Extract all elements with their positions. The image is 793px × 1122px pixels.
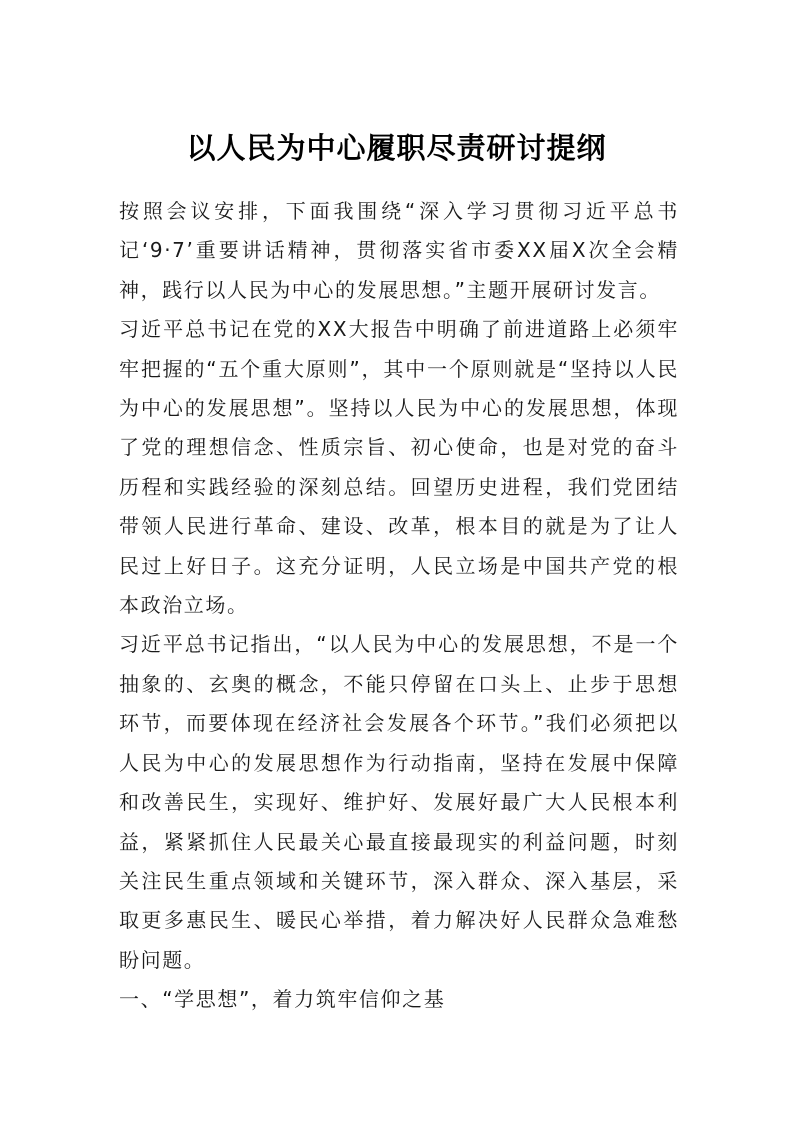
document-title: 以人民为中心履职尽责研讨提纲 xyxy=(186,131,607,165)
paragraph-intro: 按照会议安排，下面我围绕“深入学习贯彻习近平总书记‘9·7’重要讲话精神，贯彻落实省市委XX届X次全会精神，践行以人民为中心的发展思想。”主题开展研讨发言。 xyxy=(119,199,679,302)
paragraph-principles: 习近平总书记在党的XX大报告中明确了前进道路上必须牢牢把握的“五个重大原则”，其中一个原则就是“坚持以人民为中心的发展思想”。坚持以人民为中心的发展思想，体现了党的理想信念、性质宗旨、初心使命，也是对党的奋斗历程和实践经验的深刻总结。回望历史进程，我们党团结带领人民进行革命、建设、改革，根本目的就是为了让人民过上好日子。这充分证明，人民立场是中国共产党的根本政治立场。 xyxy=(119,317,679,618)
paragraph-guidance: 习近平总书记指出，“以人民为中心的发展思想，不是一个抽象的、玄奥的概念，不能只停留在口头上、止步于思想环节，而要体现在经济社会发展各个环节。”我们必须把以人民为中心的发展思想作为行动指南，坚持在发展中保障和改善民生，实现好、维护好、发展好最广大人民根本利益，紧紧抓住人民最关心最直接最现实的利益问题，时刻关注民生重点领域和关键环节，深入群众、深入基层，采取更多惠民生、暖民心举措，着力解决好人民群众急难愁盼问题。 xyxy=(119,632,679,972)
document-body xyxy=(119,192,679,1020)
section-heading: 一、“学思想”，着力筑牢信仰之基 xyxy=(119,987,446,1012)
